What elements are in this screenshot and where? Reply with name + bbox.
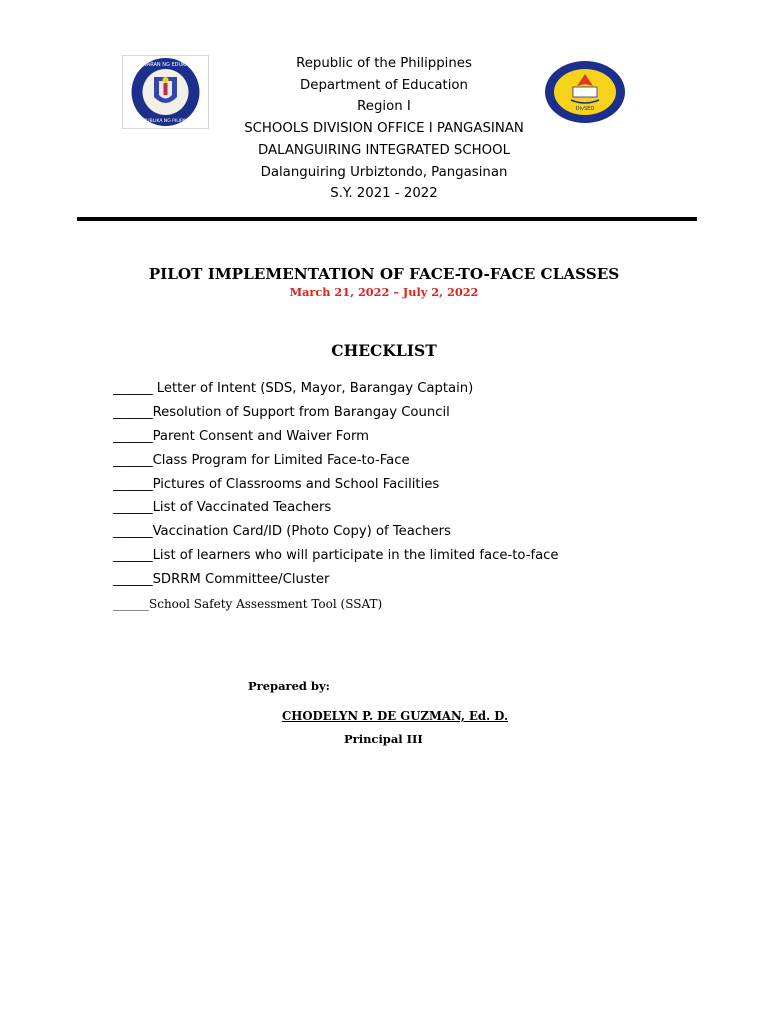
svg-text:KAGAWARAN NG EDUKASYON: KAGAWARAN NG EDUKASYON: [128, 62, 203, 68]
checklist-item: ______Resolution of Support from Barangay Council: [113, 404, 450, 420]
header-school-address: Dalanguiring Urbiztondo, Pangasinan: [260, 164, 508, 180]
checklist-item: ______Pictures of Classrooms and School Facilities: [113, 476, 440, 492]
checklist-item: ______Vaccination Card/ID (Photo Copy) of Teachers: [113, 524, 451, 540]
prepared-by-label: Prepared by:: [248, 679, 330, 693]
checklist-item: ______SDRRM Committee/Cluster: [113, 572, 330, 588]
svg-text:DivSED: DivSED: [575, 106, 595, 112]
signatory-position: Principal III: [344, 732, 423, 746]
header-school-name: DALANGUIRING INTEGRATED SCHOOL: [258, 142, 510, 158]
checklist-item: ______Parent Consent and Waiver Form: [113, 428, 370, 444]
header-division-office: SCHOOLS DIVISION OFFICE I PANGASINAN: [244, 121, 524, 137]
header-republic: Republic of the Philippines: [296, 56, 472, 71]
checklist-item: ______Class Program for Limited Face-to-Face: [113, 452, 410, 468]
document-title: PILOT IMPLEMENTATION OF FACE-TO-FACE CLASSES: [148, 265, 620, 283]
signatory-name: CHODELYN P. DE GUZMAN, Ed. D.: [282, 709, 509, 723]
implementation-dates: March 21, 2022 – July 2, 2022: [289, 285, 479, 299]
header-department: Department of Education: [300, 77, 468, 93]
header-divider: [77, 217, 697, 221]
checklist-item: ______List of Vaccinated Teachers: [113, 500, 332, 516]
header-region: Region I: [357, 99, 411, 115]
checklist-item: ______List of learners who will participate in the limited face-to-face: [113, 548, 559, 564]
document-header: [150, 53, 618, 205]
svg-text:REPUBLIKA NG PILIPINAS: REPUBLIKA NG PILIPINAS: [137, 119, 194, 124]
header-school-year: S.Y. 2021 - 2022: [330, 186, 438, 202]
checklist-heading: CHECKLIST: [331, 341, 437, 360]
checklist-item: ______School Safety Assessment Tool (SSAT): [113, 597, 383, 612]
checklist-item: ______ Letter of Intent (SDS, Mayor, Barangay Captain): [113, 381, 474, 396]
checklist: [113, 379, 559, 618]
